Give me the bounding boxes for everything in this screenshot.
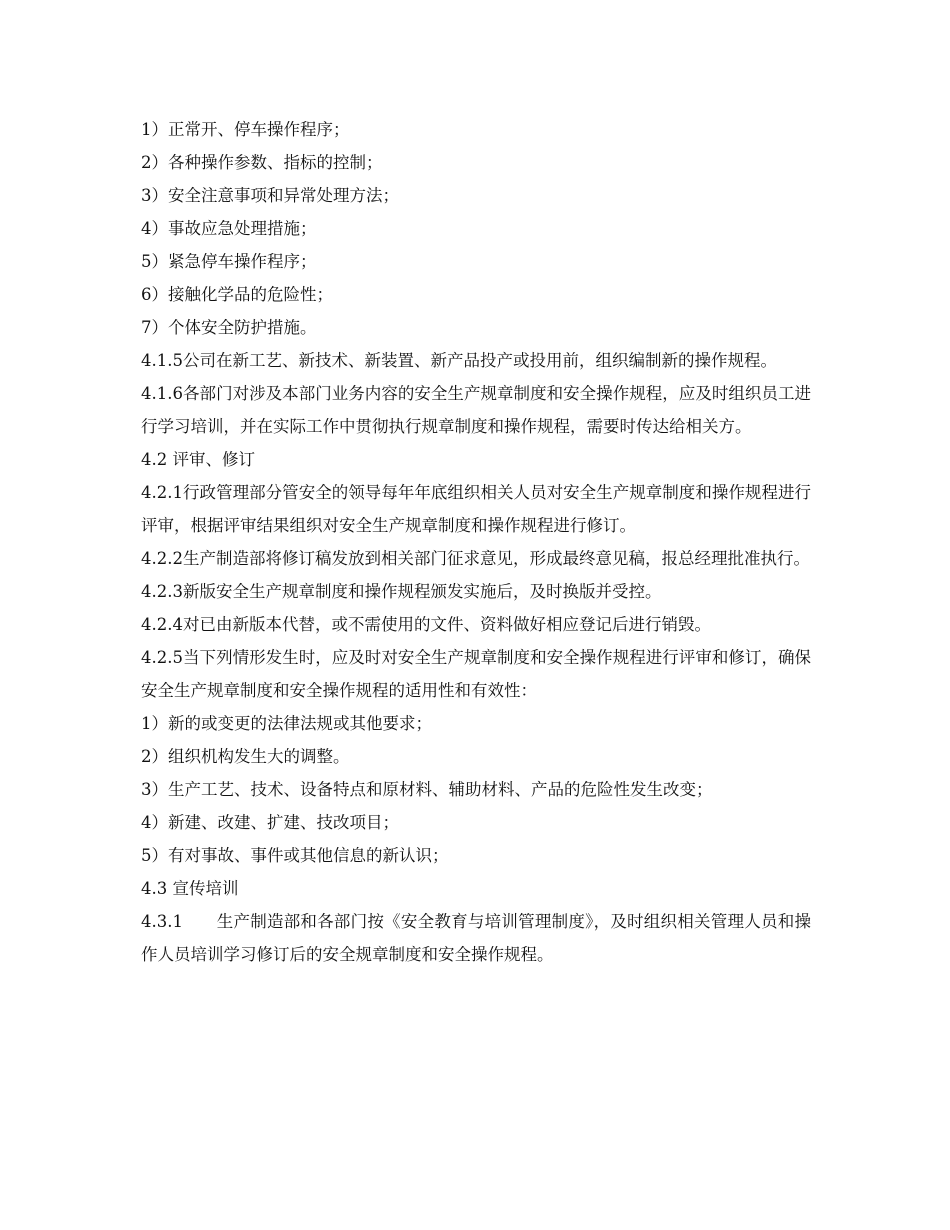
list-item: 2）各种操作参数、指标的控制； bbox=[141, 153, 383, 172]
list-item: 5）有对事故、事件或其他信息的新认识； bbox=[141, 846, 449, 865]
document-body bbox=[141, 113, 811, 971]
clause-4-2-5: 4.2.5当下列情形发生时，应及时对安全生产规章制度和安全操作规程进行评审和修订，确保安全生产规章制度和安全操作规程的适用性和有效性： bbox=[141, 648, 811, 700]
list-item: 5）紧急停车操作程序； bbox=[141, 252, 317, 271]
list-item: 4）事故应急处理措施； bbox=[141, 219, 317, 238]
clause-4-2-3: 4.2.3新版安全生产规章制度和操作规程颁发实施后，及时换版并受控。 bbox=[141, 582, 662, 601]
list-item: 3）安全注意事项和异常处理方法； bbox=[141, 186, 399, 205]
clause-4-3-1: 4.3.1 生产制造部和各部门按《安全教育与培训管理制度》，及时组织相关管理人员和操作人员培训学习修订后的安全规章制度和安全操作规程。 bbox=[141, 912, 811, 964]
list-item: 4）新建、改建、扩建、技改项目； bbox=[141, 813, 399, 832]
list-item: 1）新的或变更的法律法规或其他要求； bbox=[141, 714, 432, 733]
clause-4-2-4: 4.2.4对已由新版本代替，或不需使用的文件、资料做好相应登记后进行销毁。 bbox=[141, 615, 711, 634]
list-item: 1）正常开、停车操作程序； bbox=[141, 120, 350, 139]
clause-4-2-2: 4.2.2生产制造部将修订稿发放到相关部门征求意见，形成最终意见稿，报总经理批准执行。 bbox=[141, 549, 810, 568]
clause-4-2-1: 4.2.1行政管理部分管安全的领导每年年底组织相关人员对安全生产规章制度和操作规程进行评审，根据评审结果组织对安全生产规章制度和操作规程进行修订。 bbox=[141, 483, 811, 535]
list-item: 7）个体安全防护措施。 bbox=[141, 318, 317, 337]
section-heading-4-3: 4.3 宣传培训 bbox=[141, 879, 239, 898]
section-heading-4-2: 4.2 评审、修订 bbox=[141, 450, 255, 469]
clause-4-1-5: 4.1.5公司在新工艺、新技术、新装置、新产品投产或投用前，组织编制新的操作规程。 bbox=[141, 351, 777, 370]
list-item: 2）组织机构发生大的调整。 bbox=[141, 747, 350, 766]
clause-4-1-6: 4.1.6各部门对涉及本部门业务内容的安全生产规章制度和安全操作规程，应及时组织员工进行学习培训，并在实际工作中贯彻执行规章制度和操作规程，需要时传达给相关方。 bbox=[141, 384, 811, 436]
list-item: 6）接触化学品的危险性； bbox=[141, 285, 333, 304]
list-item: 3）生产工艺、技术、设备特点和原材料、辅助材料、产品的危险性发生改变； bbox=[141, 780, 713, 799]
